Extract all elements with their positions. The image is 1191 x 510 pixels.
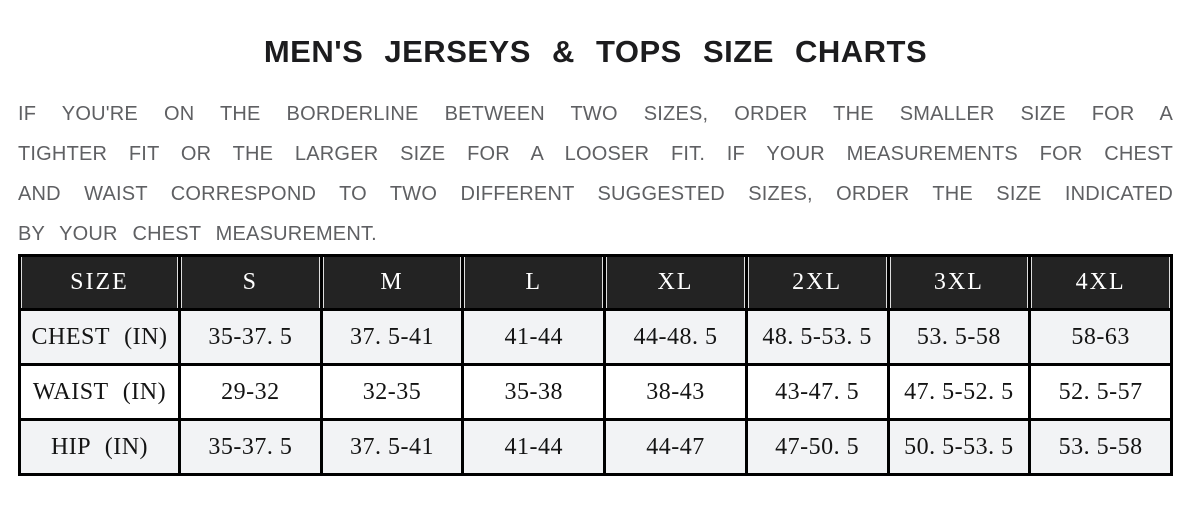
size-value-cell: 50. 5-53. 5	[888, 420, 1030, 475]
intro-line: AND WAIST CORRESPOND TO TWO DIFFERENT SUGGESTED SIZES, ORDER THE SIZE INDICATED	[18, 183, 1173, 205]
size-chart-table	[18, 254, 1173, 476]
size-value-cell: 35-38	[463, 365, 605, 420]
size-value-cell: 41-44	[463, 310, 605, 365]
size-value-cell: 32-35	[321, 365, 463, 420]
table-row-waist	[20, 365, 1172, 420]
column-header-l: L	[463, 256, 605, 310]
size-value-cell: 53. 5-58	[1030, 420, 1172, 475]
size-value-cell: 47-50. 5	[746, 420, 888, 475]
size-value-cell: 38-43	[605, 365, 747, 420]
row-label: WAIST (IN)	[20, 365, 180, 420]
column-header-3xl: 3XL	[888, 256, 1030, 310]
size-value-cell: 58-63	[1030, 310, 1172, 365]
size-value-cell: 47. 5-52. 5	[888, 365, 1030, 420]
table-row-chest	[20, 310, 1172, 365]
table-row-hip	[20, 420, 1172, 475]
column-header-4xl: 4XL	[1030, 256, 1172, 310]
intro-line: IF YOU'RE ON THE BORDERLINE BETWEEN TWO SIZES, ORDER THE SMALLER SIZE FOR A	[18, 103, 1173, 125]
column-header-m: M	[321, 256, 463, 310]
size-value-cell: 35-37. 5	[180, 420, 322, 475]
size-value-cell: 41-44	[463, 420, 605, 475]
column-header-size: SIZE	[20, 256, 180, 310]
column-header-2xl: 2XL	[746, 256, 888, 310]
size-value-cell: 53. 5-58	[888, 310, 1030, 365]
size-value-cell: 43-47. 5	[746, 365, 888, 420]
size-value-cell: 44-47	[605, 420, 747, 475]
size-value-cell: 37. 5-41	[321, 310, 463, 365]
page-title: MEN'S JERSEYS & TOPS SIZE CHARTS	[263, 34, 928, 69]
column-header-s: S	[180, 256, 322, 310]
intro-line: BY YOUR CHEST MEASUREMENT.	[18, 223, 377, 245]
size-value-cell: 44-48. 5	[605, 310, 747, 365]
size-value-cell: 52. 5-57	[1030, 365, 1172, 420]
size-value-cell: 35-37. 5	[180, 310, 322, 365]
column-header-xl: XL	[605, 256, 747, 310]
size-value-cell: 48. 5-53. 5	[746, 310, 888, 365]
intro-line: TIGHTER FIT OR THE LARGER SIZE FOR A LOOSER FIT. IF YOUR MEASUREMENTS FOR CHEST	[18, 143, 1173, 165]
header-row	[20, 256, 1172, 310]
size-value-cell: 37. 5-41	[321, 420, 463, 475]
row-label: HIP (IN)	[20, 420, 180, 475]
intro-paragraph	[18, 94, 1173, 254]
size-value-cell: 29-32	[180, 365, 322, 420]
row-label: CHEST (IN)	[20, 310, 180, 365]
